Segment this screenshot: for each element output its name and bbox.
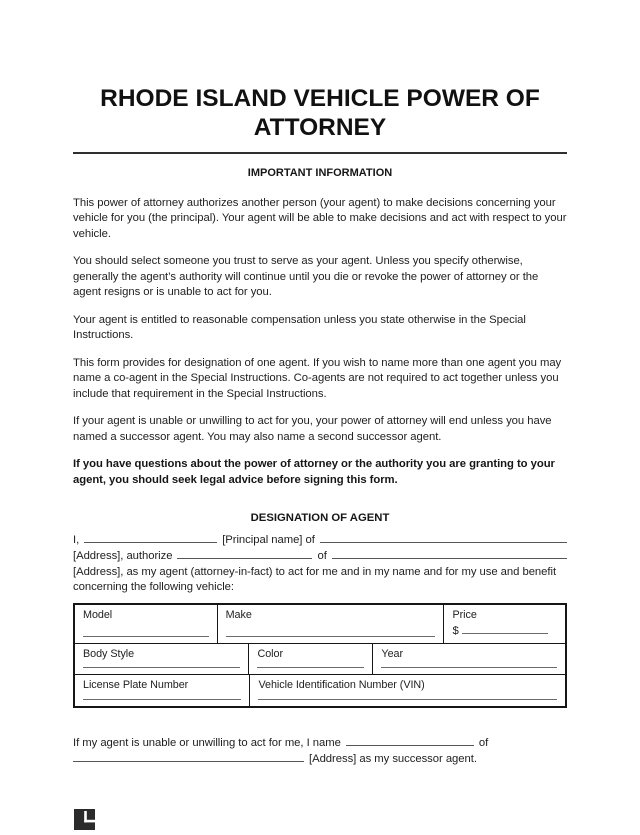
body-style-blank (83, 667, 240, 668)
price-blank (462, 633, 548, 634)
dollar-sign: $ (452, 624, 459, 637)
price-entry (452, 625, 557, 637)
principal-name-blank (84, 542, 217, 543)
make-label: Make (225, 608, 252, 621)
designation-line-1 (73, 533, 567, 549)
designation-body: [Address], as my agent (attorney-in-fact) to act for me and in my name and for my use and benefit concerning the following vehicle: (73, 565, 557, 594)
year-label: Year (381, 647, 404, 660)
table-row (75, 605, 565, 643)
paragraph-successor: If your agent is unable or unwilling to act for you, your power of attorney will end unless you have named a successor agent. You may also name a second successor agent. (73, 415, 552, 443)
color-blank (257, 667, 364, 668)
paragraph-co-agents: This form provides for designation of one agent. If you wish to name more than one agent you may name a co-agent in the Special Instructions. Co-agents are not required to act together unless you include that requirement in the Special Instructions. (73, 356, 562, 400)
designation-line1-pre: I, (73, 534, 80, 547)
vin-cell (249, 675, 565, 706)
successor-agent-section (73, 735, 567, 767)
vehicle-info-table (73, 603, 567, 708)
important-information-heading: IMPORTANT INFORMATION (247, 166, 393, 179)
successor-line2-post: [Address] as my successor agent. (309, 752, 477, 765)
price-label: Price (452, 608, 477, 621)
make-cell (217, 605, 444, 643)
license-plate-label: License Plate Number (83, 678, 189, 691)
designation-line-2 (73, 549, 567, 565)
page-title: RHODE ISLAND VEHICLE POWER OF ATTORNEY (100, 85, 540, 142)
model-blank (83, 636, 209, 637)
title-divider (73, 152, 567, 154)
principal-address-blank (320, 542, 567, 543)
designation-line2-pre: [Address], authorize (73, 550, 173, 563)
successor-line1-post: of (478, 736, 489, 749)
successor-line1-pre: If my agent is unable or unwilling to act for me, I name (73, 736, 341, 749)
successor-line-2 (73, 751, 567, 767)
designation-section (73, 533, 567, 596)
table-row (75, 674, 565, 706)
vin-label: Vehicle Identification Number (VIN) (258, 678, 425, 691)
body-style-cell (75, 644, 248, 674)
paragraph-compensation: Your agent is entitled to reasonable compensation unless you state otherwise in the Special Instructions. (73, 313, 526, 342)
vin-blank (258, 699, 557, 700)
paragraph-authorization: This power of attorney authorizes another person (your agent) to make decisions concerning your vehicle for you (the principal). Your agent will be able to make decisions and act with respect to your vehicle. (73, 196, 567, 240)
table-row (75, 643, 565, 674)
designation-line1-mid: [Principal name] of (222, 534, 315, 547)
successor-name-blank (346, 745, 474, 746)
paragraph-agent-selection: You should select someone you trust to serve as your agent. Unless you specify otherwise, generally the agent’s authority will continue until you die or revoke the power of attorney or the agent resigns or is unable to act for you. (73, 255, 539, 299)
agent-name-blank (177, 558, 312, 559)
paragraph-legal-advice: If you have questions about the power of attorney or the authority you are granting to your agent, you should seek legal advice before signing this form. (73, 458, 555, 486)
license-plate-blank (83, 699, 241, 700)
make-blank (226, 636, 436, 637)
designation-line2-mid: of (317, 550, 327, 563)
successor-line-1 (73, 735, 567, 751)
price-cell (443, 605, 565, 643)
successor-address-blank (73, 761, 304, 762)
year-cell (372, 644, 565, 674)
license-plate-cell (75, 675, 249, 706)
model-label: Model (83, 608, 113, 621)
color-label: Color (257, 647, 284, 660)
model-cell (75, 605, 217, 643)
agent-address-blank (332, 558, 567, 559)
year-blank (381, 667, 557, 668)
color-cell (248, 644, 372, 674)
designation-of-agent-heading: DESIGNATION OF AGENT (250, 512, 390, 525)
legal-templates-logo-icon (74, 809, 95, 830)
body-style-label: Body Style (83, 647, 135, 660)
